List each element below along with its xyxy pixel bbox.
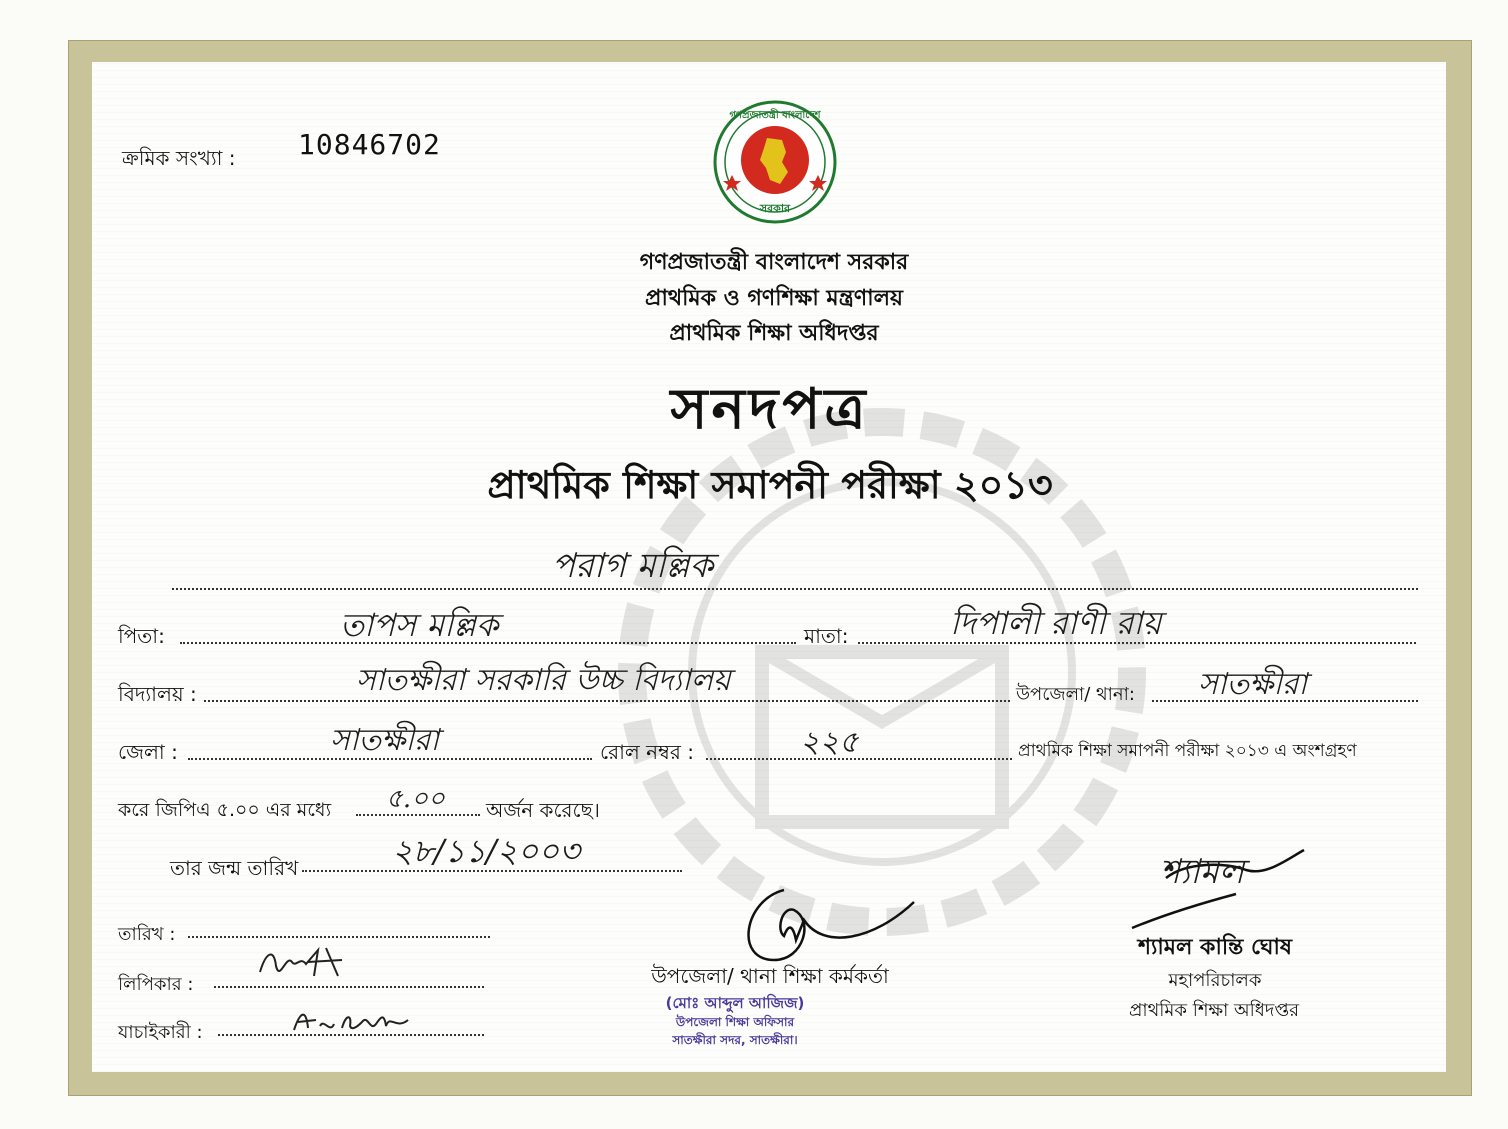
dg-office: প্রাথমিক শিক্ষা অধিদপ্তর — [1128, 1000, 1300, 1021]
verifier-line — [218, 1034, 484, 1036]
officer-stamp-designation: উপজেলা শিক্ষা অফিসার — [675, 1015, 795, 1029]
school-name: সাতক্ষীরা সরকারি উচ্চ বিদ্যালয় — [356, 663, 731, 698]
roll-label: রোল নম্বর : — [600, 740, 694, 764]
date-line — [188, 936, 490, 938]
gpa-suffix: অর্জন করেছে। — [486, 798, 600, 822]
roll-line — [706, 758, 1012, 760]
roll-number: ২২৫ — [800, 725, 859, 760]
district-name: সাতক্ষীরা — [330, 723, 440, 758]
name-line — [172, 588, 1418, 590]
student-name: পরাগ মল্লিক — [552, 546, 714, 586]
writer-line — [214, 986, 484, 988]
officer-stamp-address: সাতক্ষীরা সদর, সাতক্ষীরা। — [672, 1033, 798, 1047]
officer-signature — [724, 880, 920, 970]
date-label: তারিখ : — [118, 924, 176, 945]
mother-line — [858, 642, 1416, 644]
certificate-title: সনদপত্র — [670, 377, 870, 442]
seal-ring-text: গণপ্রজাতন্ত্রী বাংলাদেশ — [729, 110, 821, 121]
dg-title: মহাপরিচালক — [1168, 970, 1262, 991]
serial-number: 10846702 — [298, 128, 441, 161]
school-label: বিদ্যালয় : — [118, 682, 197, 706]
verifier-label: যাচাইকারী : — [118, 1022, 203, 1043]
writer-label: লিপিকার : — [118, 974, 194, 995]
school-line — [204, 700, 1010, 702]
father-line — [180, 642, 796, 644]
dg-signature: শ্যামল — [1160, 852, 1245, 892]
government-seal — [712, 100, 838, 224]
exam-title: প্রাথমিক শিক্ষা সমাপনী পরীক্ষা ২০১৩ — [487, 463, 1053, 507]
officer-stamp-name: (মোঃ আব্দুল আজিজ) — [665, 994, 805, 1012]
gpa-value: ৫.০০ — [386, 784, 445, 814]
dg-name: শ্যামল কান্তি ঘোষ — [1138, 935, 1292, 960]
dob-value: ২৮/১১/২০০৩ — [392, 832, 580, 870]
exam-participation-text: প্রাথমিক শিক্ষা সমাপনী পরীক্ষা ২০১৩ এ অংশগ্রহণ — [1018, 741, 1357, 761]
district-line — [188, 758, 592, 760]
header-line-directorate: প্রাথমিক শিক্ষা অধিদপ্তর — [669, 321, 879, 346]
gpa-prefix: করে জিপিএ ৫.০০ এর মধ্যে — [118, 799, 332, 821]
mother-name: দিপালী রাণী রায় — [950, 604, 1162, 642]
serial-label: ক্রমিক সংখ্যা : — [122, 146, 236, 170]
header-line-government: গণপ্রজাতন্ত্রী বাংলাদেশ সরকার — [639, 250, 909, 275]
dob-line — [302, 870, 682, 872]
header-line-ministry: প্রাথমিক ও গণশিক্ষা মন্ত্রণালয় — [645, 286, 903, 311]
father-label: পিতা: — [118, 624, 165, 648]
upazila-line — [1152, 700, 1418, 702]
verifier-signature — [290, 1004, 414, 1038]
officer-title: উপজেলা/ থানা শিক্ষা কর্মকর্তা — [651, 964, 889, 988]
gpa-line — [356, 814, 480, 816]
seal-bottom-text: সরকার — [759, 202, 791, 215]
mother-label: মাতা: — [804, 624, 849, 648]
upazila-name: সাতক্ষীরা — [1198, 667, 1308, 702]
father-name: তাপস মল্লিক — [340, 606, 499, 644]
district-label: জেলা : — [118, 740, 178, 764]
dob-label: তার জন্ম তারিখ — [170, 856, 299, 880]
writer-signature — [256, 942, 346, 986]
upazila-label: উপজেলা/ থানা: — [1016, 684, 1135, 705]
